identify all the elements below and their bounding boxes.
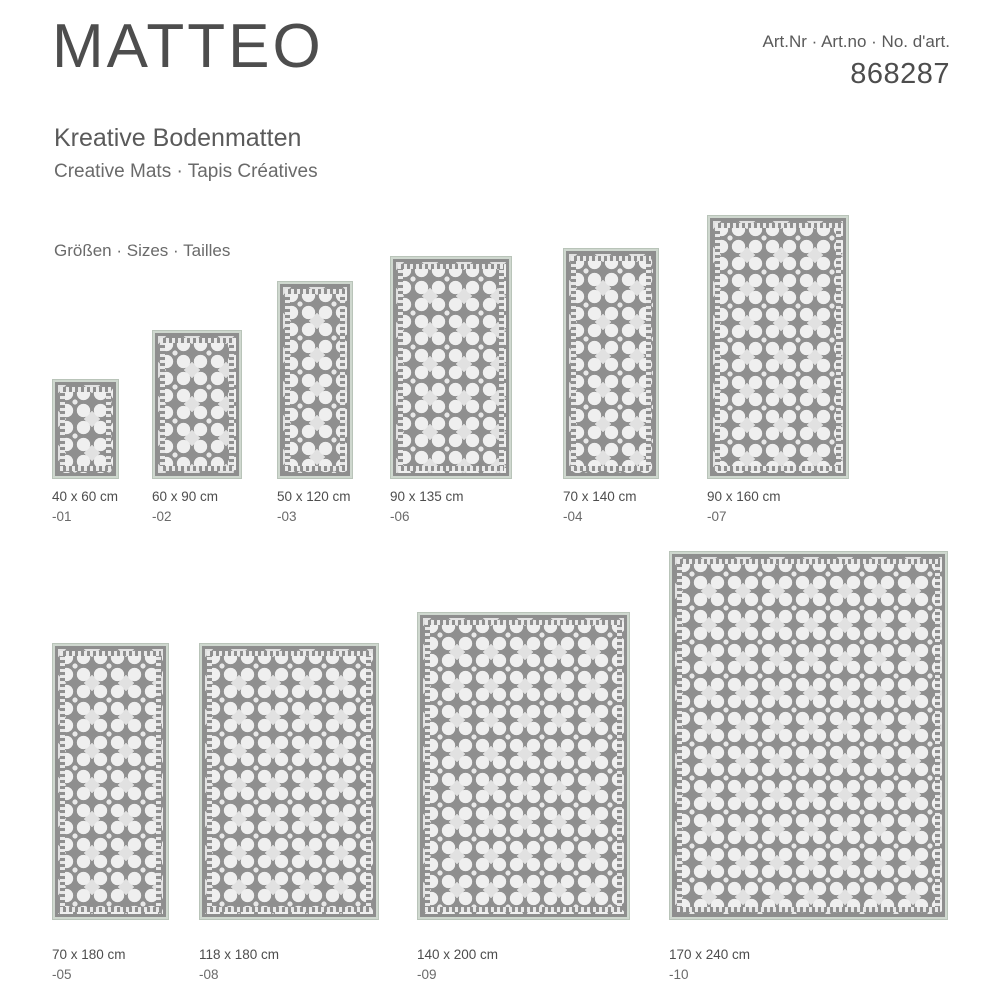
mat-size-label: 50 x 120 cm: [277, 489, 351, 504]
mat-code-label: -09: [417, 966, 437, 982]
sizes-heading: Größen · Sizes · Tailles: [54, 241, 231, 260]
mat-pattern: [675, 557, 942, 914]
mat-caption: [669, 945, 750, 984]
mat-size-label: 70 x 180 cm: [52, 947, 126, 962]
mat-size-label: 170 x 240 cm: [669, 947, 751, 962]
mat-pattern: [713, 221, 843, 473]
mat-swatch: [417, 612, 630, 920]
subtitle-en-fr: Creative Mats · Tapis Créatives: [54, 161, 318, 182]
mat-size-label: 90 x 135 cm: [390, 489, 464, 504]
mat-caption: [199, 945, 279, 984]
page-header: [0, 0, 1000, 200]
mat-swatch: [52, 643, 169, 920]
mat-code-label: -02: [152, 508, 172, 524]
mat-caption: [52, 487, 118, 526]
mat-swatch: [277, 281, 353, 479]
mat-size-label: 70 x 140 cm: [563, 489, 637, 504]
mat-caption: [52, 945, 126, 984]
mat-size-label: 40 x 60 cm: [52, 489, 119, 504]
mat-swatch: [669, 551, 948, 920]
mat-code-label: -03: [277, 508, 297, 524]
mat-caption: [152, 487, 218, 526]
mat-pattern: [283, 287, 347, 473]
mat-size-label: 140 x 200 cm: [417, 947, 499, 962]
article-number-label: Art.Nr · Art.no · No. d'art.: [762, 32, 950, 51]
mat-code-label: -06: [390, 508, 410, 524]
mat-swatch: [52, 379, 119, 479]
mat-swatch: [390, 256, 512, 479]
mat-caption: [707, 487, 781, 526]
mat-code-label: -10: [669, 966, 689, 982]
mat-code-label: -07: [707, 508, 727, 524]
mat-code-label: -01: [52, 508, 72, 524]
mat-code-label: -08: [199, 966, 219, 982]
mat-pattern: [158, 336, 236, 473]
mat-pattern: [396, 262, 506, 473]
mat-swatch: [707, 215, 849, 479]
mat-size-label: 60 x 90 cm: [152, 489, 219, 504]
mat-caption: [390, 487, 464, 526]
mat-caption: [277, 487, 351, 526]
mat-pattern: [58, 649, 163, 914]
mat-size-label: 118 x 180 cm: [199, 947, 280, 962]
mat-size-label: 90 x 160 cm: [707, 489, 781, 504]
mat-code-label: -05: [52, 966, 72, 982]
mat-code-label: -04: [563, 508, 583, 524]
mat-pattern: [58, 385, 113, 473]
mat-pattern: [423, 618, 624, 914]
mat-pattern: [205, 649, 373, 914]
mat-swatch: [199, 643, 379, 920]
mat-pattern: [569, 254, 653, 473]
subtitle-de: Kreative Bodenmatten: [54, 124, 302, 152]
article-number-value: 868287: [850, 58, 950, 90]
mat-swatch: [563, 248, 659, 479]
page-title: MATTEO: [52, 12, 324, 81]
mat-caption: [563, 487, 637, 526]
mat-caption: [417, 945, 498, 984]
mat-swatch: [152, 330, 242, 479]
